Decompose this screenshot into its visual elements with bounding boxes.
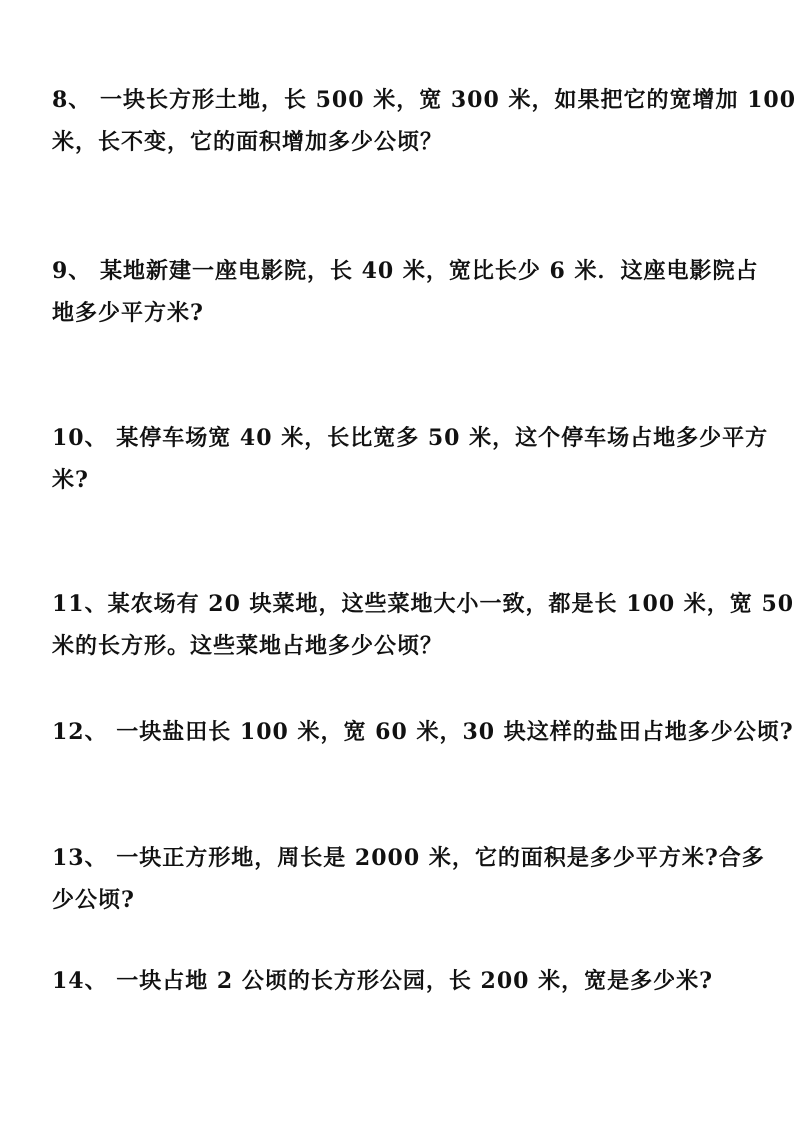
- problem-8: [52, 79, 797, 163]
- problem-11-line-1: 11、某农场有 20 块菜地，这些菜地大小一致，都是长 100 米，宽 50: [52, 591, 795, 617]
- problem-10: [52, 417, 769, 501]
- problem-14-line-1: 14、 一块占地 2 公顷的长方形公园，长 200 米，宽是多少米?: [52, 968, 714, 994]
- problem-13: [52, 837, 765, 921]
- problem-12: [52, 711, 794, 753]
- problem-9-line-2: 地多少平方米?: [52, 300, 204, 326]
- problem-13-line-2: 少公顷?: [52, 887, 135, 913]
- problem-9-line-1: 9、 某地新建一座电影院，长 40 米，宽比长少 6 米．这座电影院占: [52, 258, 759, 284]
- problem-8-line-2: 米，长不变，它的面积增加多少公顷？: [52, 129, 444, 155]
- problem-9: [52, 250, 759, 334]
- problem-11-line-2: 米的长方形。这些菜地占地多少公顷？: [52, 633, 444, 659]
- problem-10-line-2: 米?: [52, 467, 89, 493]
- problem-8-line-1: 8、 一块长方形土地，长 500 米，宽 300 米，如果把它的宽增加 100: [52, 87, 797, 113]
- problem-14: [52, 960, 756, 1002]
- problem-11: [52, 583, 795, 667]
- problem-12-line-1: 12、 一块盐田长 100 米，宽 60 米，30 块这样的盐田占地多少公顷?: [52, 719, 794, 745]
- problem-13-line-1: 13、 一块正方形地，周长是 2000 米，它的面积是多少平方米?合多: [52, 845, 765, 871]
- problem-10-line-1: 10、 某停车场宽 40 米，长比宽多 50 米，这个停车场占地多少平方: [52, 425, 769, 451]
